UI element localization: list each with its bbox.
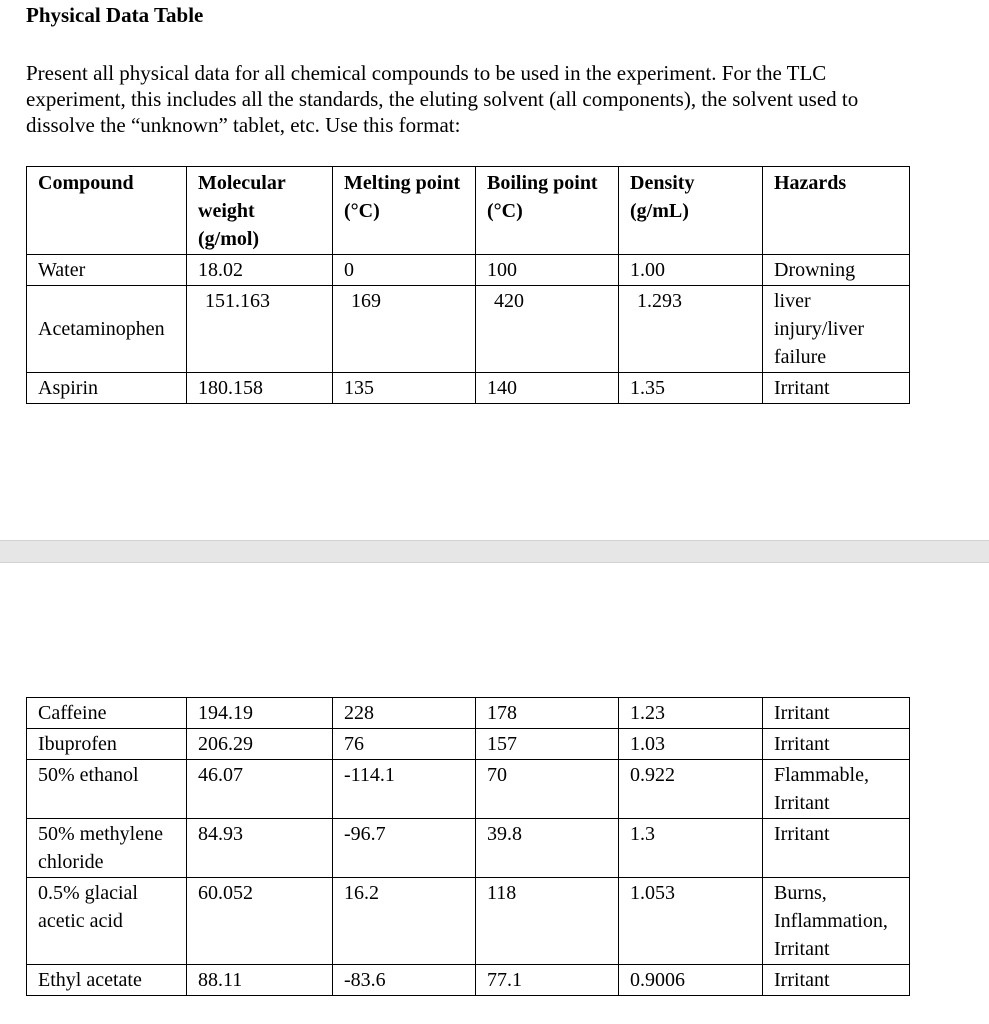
cell-compound: Caffeine [27,698,187,729]
table-row [27,729,910,760]
physical-data-table-top [26,166,910,404]
cell-compound: Aspirin [27,373,187,404]
cell-hazards: Irritant [763,373,910,404]
cell-compound: 50% methylene chloride [27,819,187,878]
cell-boiling-point: 70 [476,760,619,819]
cell-molecular-weight: 206.29 [187,729,333,760]
cell-compound: Water [27,255,187,286]
table-row [27,819,910,878]
cell-melting-point: 135 [333,373,476,404]
cell-molecular-weight: 18.02 [187,255,333,286]
cell-hazards: Drowning [763,255,910,286]
cell-boiling-point: 140 [476,373,619,404]
cell-molecular-weight: 88.11 [187,965,333,996]
cell-molecular-weight: 194.19 [187,698,333,729]
header-molecular-weight: Molecular weight (g/mol) [187,167,333,255]
cell-boiling-point: 157 [476,729,619,760]
table-row [27,286,910,373]
cell-melting-point: 169 [333,286,476,373]
cell-density: 0.9006 [619,965,763,996]
cell-molecular-weight: 151.163 [187,286,333,373]
cell-molecular-weight: 180.158 [187,373,333,404]
cell-boiling-point: 100 [476,255,619,286]
cell-hazards: Irritant [763,698,910,729]
cell-density: 1.00 [619,255,763,286]
instructions-paragraph: Present all physical data for all chemical compounds to be used in the experiment. For the TLC experiment, this includes all the standards, the eluting solvent (all components), the solvent used to dissolve the “unknown” tablet, etc. Use this format: [26,61,859,137]
table-row [27,373,910,404]
cell-hazards: Irritant [763,965,910,996]
header-density: Density (g/mL) [619,167,763,255]
table-row [27,255,910,286]
table-row [27,760,910,819]
cell-melting-point: 76 [333,729,476,760]
cell-molecular-weight: 84.93 [187,819,333,878]
cell-compound: Ethyl acetate [27,965,187,996]
cell-hazards: Irritant [763,819,910,878]
cell-hazards: Irritant [763,729,910,760]
cell-boiling-point: 39.8 [476,819,619,878]
cell-density: 1.35 [619,373,763,404]
cell-boiling-point: 77.1 [476,965,619,996]
page-break-separator [0,540,989,563]
physical-data-table-bottom [26,697,910,996]
cell-melting-point: 0 [333,255,476,286]
cell-melting-point: 16.2 [333,878,476,965]
cell-compound: Acetaminophen [27,286,187,373]
cell-boiling-point: 118 [476,878,619,965]
cell-density: 1.23 [619,698,763,729]
cell-compound: 50% ethanol [27,760,187,819]
cell-hazards: liver injury/liver failure [763,286,910,373]
header-melting-point: Melting point (°C) [333,167,476,255]
cell-molecular-weight: 60.052 [187,878,333,965]
cell-density: 1.293 [619,286,763,373]
cell-molecular-weight: 46.07 [187,760,333,819]
table-row [27,698,910,729]
table-header-row [27,167,910,255]
cell-compound: Ibuprofen [27,729,187,760]
document-title: Physical Data Table [26,3,204,27]
table-row [27,965,910,996]
cell-density: 1.053 [619,878,763,965]
cell-boiling-point: 420 [476,286,619,373]
cell-density: 1.03 [619,729,763,760]
table-row [27,878,910,965]
cell-density: 1.3 [619,819,763,878]
header-boiling-point: Boiling point (°C) [476,167,619,255]
cell-compound: 0.5% glacial acetic acid [27,878,187,965]
cell-density: 0.922 [619,760,763,819]
header-hazards: Hazards [763,167,910,255]
cell-melting-point: -114.1 [333,760,476,819]
cell-melting-point: -96.7 [333,819,476,878]
cell-hazards: Flammable, Irritant [763,760,910,819]
cell-hazards: Burns, Inflammation, Irritant [763,878,910,965]
header-compound: Compound [27,167,187,255]
cell-boiling-point: 178 [476,698,619,729]
cell-melting-point: 228 [333,698,476,729]
cell-melting-point: -83.6 [333,965,476,996]
